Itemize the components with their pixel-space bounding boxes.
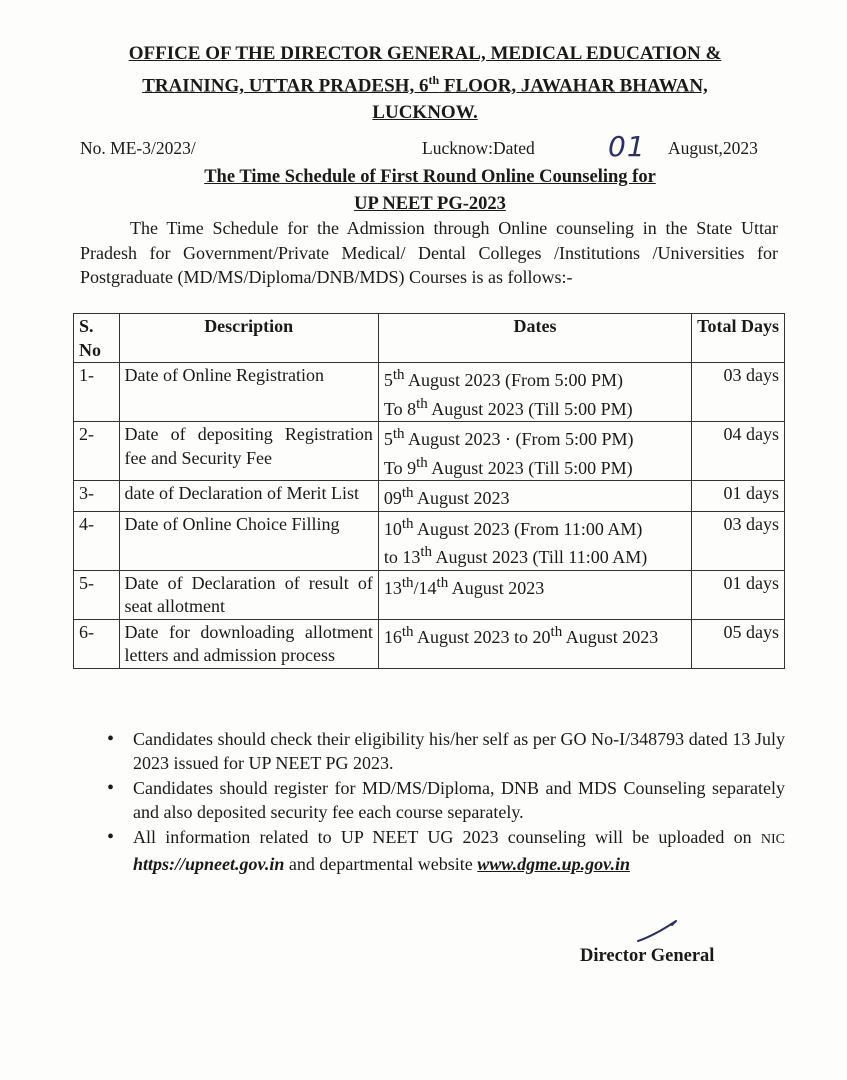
- title-line-1: The Time Schedule of First Round Online Counseling for: [204, 167, 656, 187]
- date-part: August 2023 (From 5:00 PM): [404, 370, 624, 390]
- cell-description: Date of depositing Registration fee and Security Fee: [119, 422, 378, 481]
- date-sup: th: [416, 395, 428, 412]
- date-sup: th: [401, 515, 414, 532]
- cell-dates: [378, 363, 691, 422]
- bullet-icon: •: [107, 777, 115, 799]
- date-part: August 2023 (Till 5:00 PM): [427, 457, 633, 478]
- note-2-text: Candidates should register for MD/MS/Diploma, DNB and MDS Counseling separately and also deposited security fee each course separately.: [133, 778, 785, 822]
- cell-sno: 4-: [74, 511, 120, 570]
- dgme-website-link[interactable]: www.dgme.up.gov.in: [477, 854, 630, 874]
- list-item: [105, 776, 785, 824]
- office-header: [60, 40, 790, 126]
- date-sup: th: [401, 623, 414, 640]
- intro-paragraph: [80, 216, 778, 290]
- cell-total-days: 03 days: [692, 511, 785, 570]
- cell-total-days: 01 days: [692, 570, 785, 619]
- cell-sno: 1-: [74, 363, 120, 422]
- cell-sno: 2-: [74, 422, 120, 481]
- notes-list: [105, 727, 785, 877]
- nic-label: NIC: [760, 832, 786, 847]
- date-part: August 2023 to 20: [413, 626, 551, 647]
- month-year: August,2023: [668, 138, 758, 158]
- note-1-text: Candidates should check their eligibility his/her self as per GO No-I/348793 dated 13 July 2023 issued for UP NEET PG 2023.: [133, 729, 785, 773]
- date-sup: th: [550, 623, 563, 640]
- cell-description: Date of Online Choice Filling: [119, 511, 378, 570]
- cell-sno: 5-: [74, 570, 120, 619]
- date-part: 5: [383, 429, 393, 449]
- intro-text: The Time Schedule for the Admission through Online counseling in the State Uttar Pradesh for Government/Private Medical/ Dental Colleges /Institutions /Universities for Postgraduate (MD/MS/Diploma/DNB/MDS) Courses is as follows:-: [80, 218, 778, 287]
- bullet-icon: •: [107, 728, 115, 750]
- cell-sno: 3-: [74, 481, 120, 512]
- date-part: August 2023: [448, 577, 545, 598]
- cell-dates: [378, 511, 691, 570]
- header-line-2: [60, 67, 790, 99]
- list-item: [105, 727, 785, 775]
- date-sup: th: [401, 485, 414, 501]
- schedule-table: [73, 313, 785, 669]
- header-line-2-text-end: FLOOR, JAWAHAR BHAWAN,: [439, 75, 708, 97]
- reference-number: No. ME-3/2023/: [80, 138, 196, 158]
- cell-description: Date for downloading allotment letters and admission process: [119, 619, 378, 668]
- table-header-row: [74, 314, 785, 363]
- date-sup: th: [416, 454, 428, 471]
- cell-description: date of Declaration of Merit List: [119, 481, 378, 512]
- date-part: August 2023: [413, 488, 510, 508]
- header-dates: Dates: [378, 314, 691, 363]
- document-title: [100, 164, 760, 218]
- date-part: 09: [383, 488, 402, 508]
- date-part: August 2023 (Till 11:00 AM): [432, 547, 648, 567]
- date-part: August 2023 · (From 5:00 PM): [404, 429, 634, 449]
- cell-dates: [378, 481, 691, 512]
- date-sup: th: [401, 574, 414, 591]
- table-row: [74, 422, 785, 481]
- table-row: [74, 570, 785, 619]
- cell-description: Date of Online Registration: [119, 363, 378, 422]
- date-part: August 2023: [562, 626, 659, 647]
- header-description: Description: [119, 314, 378, 363]
- list-item: [105, 825, 785, 876]
- date-sup: th: [392, 426, 405, 442]
- date-part: August 2023 (Till 5:00 PM): [427, 398, 633, 419]
- header-total-days: Total Days: [692, 314, 785, 363]
- header-line-2-sup: th: [428, 73, 440, 87]
- date-part: to 13: [383, 547, 421, 567]
- cell-total-days: 03 days: [692, 363, 785, 422]
- cell-sno: 6-: [74, 619, 120, 668]
- header-line-2-text: TRAINING, UTTAR PRADESH, 6: [142, 75, 429, 97]
- cell-dates: [378, 422, 691, 481]
- header-sno: S. No: [74, 314, 120, 363]
- header-line-3: LUCKNOW.: [372, 102, 478, 124]
- header-line-1: OFFICE OF THE DIRECTOR GENERAL, MEDICAL EDUCATION &: [128, 43, 722, 64]
- cell-total-days: 04 days: [692, 422, 785, 481]
- upneet-link[interactable]: https://upneet.gov.in: [133, 854, 285, 874]
- cell-total-days: 05 days: [692, 619, 785, 668]
- date-sup: th: [420, 544, 433, 560]
- title-line-2: UP NEET PG-2023: [354, 194, 506, 214]
- table-body: [74, 363, 785, 669]
- cell-dates: [378, 570, 691, 619]
- date-part: 5: [383, 370, 393, 390]
- note-3-mid-text: and departmental website: [288, 854, 473, 874]
- cell-dates: [378, 619, 691, 668]
- date-part: August 2023 (From 11:00 AM): [413, 518, 643, 539]
- cell-description: Date of Declaration of result of seat allotment: [119, 570, 378, 619]
- date-part: To 9: [383, 457, 417, 478]
- date-part: 16: [383, 626, 402, 647]
- bullet-icon: •: [107, 826, 115, 848]
- date-part: 10: [383, 518, 402, 539]
- date-sup: th: [392, 367, 405, 383]
- note-3-text: All information related to UP NEET UG 2023 counseling will be uploaded on: [133, 827, 752, 847]
- dated-label: Lucknow:Dated: [422, 138, 535, 158]
- table-row: [74, 481, 785, 512]
- table-row: [74, 511, 785, 570]
- signature-mark: [630, 915, 690, 945]
- table-row: [74, 619, 785, 668]
- date-sup: th: [436, 574, 449, 591]
- table-row: [74, 363, 785, 422]
- cell-total-days: 01 days: [692, 481, 785, 512]
- signatory-title: Director General: [580, 946, 715, 966]
- date-part: 13: [383, 577, 402, 598]
- handwritten-day: 01: [608, 130, 646, 163]
- date-part: /14: [413, 577, 437, 598]
- date-part: To 8: [383, 398, 417, 419]
